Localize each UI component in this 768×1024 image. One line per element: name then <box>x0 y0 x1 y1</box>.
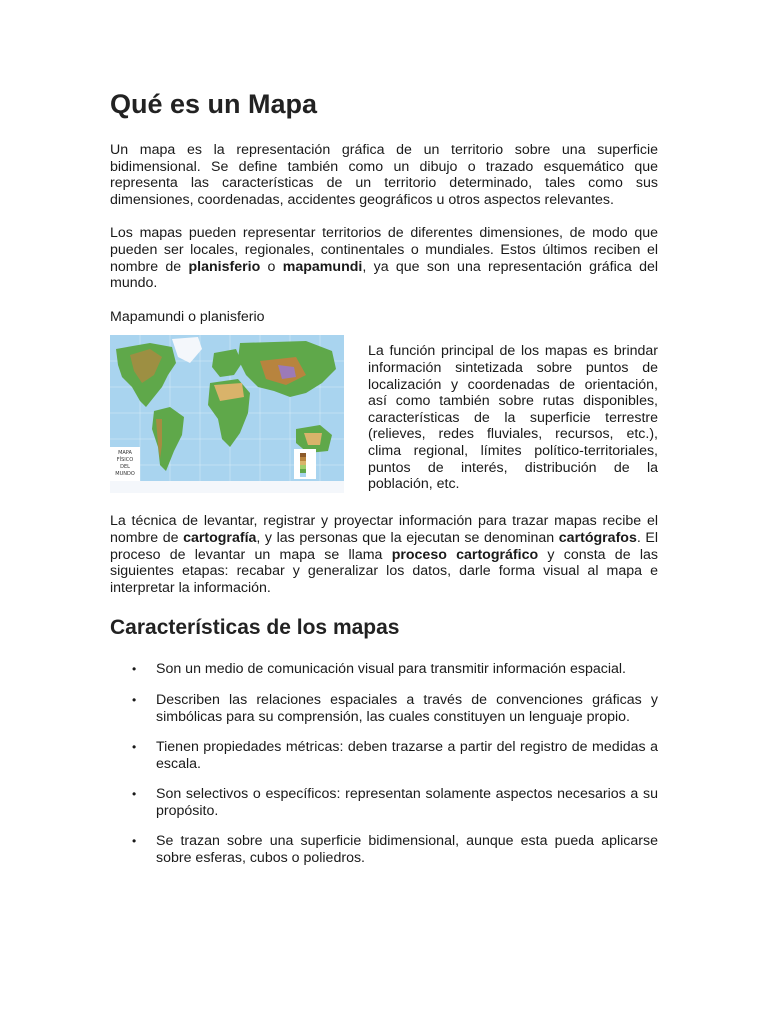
map-label-line-1: MAPA <box>118 450 132 457</box>
bullet-icon: • <box>132 834 137 849</box>
bullet-icon: • <box>132 662 137 677</box>
elevation-legend <box>294 449 316 479</box>
page-title: Qué es un Mapa <box>110 89 318 119</box>
map-label-line-3: DEL <box>120 464 130 471</box>
intro-p2-text-mid: o <box>260 258 283 275</box>
intro-p2-text-a: Los mapas pueden representar territorios de diferentes dimensiones, de modo que pueden ser locales, regionales, continentales o mundiales. Estos últimos reciben el nombre de <box>110 225 658 275</box>
term-planisferio: planisferio <box>188 258 261 275</box>
list-item <box>110 833 658 866</box>
cartography-text-e: y consta de las siguientes etapas: recabar y generalizar los datos, darle forma visual al mapa e interpretar la información. <box>110 546 658 596</box>
list-item-text: Son selectivos o específicos: representan solamente aspectos necesarios a su propósito. <box>156 786 658 819</box>
figure-row <box>110 335 658 493</box>
cartography-text-c: , y las personas que la ejecutan se denominan <box>256 529 559 546</box>
intro-paragraph-2 <box>110 225 658 291</box>
intro-paragraph-1: Un mapa es la representación gráfica de un territorio sobre una superficie bidimensional. Se define también como un dibujo o trazado esquemático que representa las características de un territorio determinado, tales como sus dimensiones, coordenadas, accidentes geográficos u otros aspectos relevantes. <box>110 142 658 208</box>
term-proceso-cartografico: proceso cartográfico <box>391 546 539 563</box>
world-map-image <box>110 335 344 493</box>
term-mapamundi: mapamundi <box>282 258 363 275</box>
list-item <box>110 739 658 772</box>
map-function-paragraph: La función principal de los mapas es brindar información sintetizada sobre puntos de localización y coordenadas de orientación, así como también sobre rutas disponibles, características de la superficie terrestre (relieves, redes fluviales, recursos, etc.), clima regional, límites político-territoriales, puntos de interés, distribución de la población, etc. <box>368 343 658 493</box>
term-cartografos: cartógrafos <box>558 529 637 546</box>
map-label-line-2: FÍSICO <box>116 457 134 464</box>
bullet-icon: • <box>132 787 137 802</box>
list-item-text: Describen las relaciones espaciales a través de convenciones gráficas y simbólicas para su comprensión, las cuales constituyen un lenguaje propio. <box>156 691 658 725</box>
list-item-text: Tienen propiedades métricas: deben trazarse a partir del registro de medidas a escala. <box>156 739 658 772</box>
cartography-text-a: La técnica de levantar, registrar y proyectar información para trazar mapas recibe el nombre de <box>110 513 658 546</box>
figure-caption: Mapamundi o planisferio <box>110 308 265 325</box>
bullet-icon: • <box>132 740 137 755</box>
term-cartografia: cartografía <box>183 529 257 546</box>
list-item <box>110 692 658 725</box>
characteristics-list <box>110 661 658 866</box>
map-label-line-4: MUNDO <box>115 471 135 478</box>
list-item-text: Se trazan sobre una superficie bidimensional, aunque esta pueda aplicarse sobre esferas, cubos o poliedros. <box>156 833 658 867</box>
document-page <box>110 86 658 881</box>
bullet-icon: • <box>132 692 137 707</box>
list-item-text: Son un medio de comunicación visual para transmitir información espacial. <box>156 661 626 678</box>
cartography-paragraph <box>110 513 658 596</box>
cartography-text-d: . El proceso de levantar un mapa se llama <box>110 529 659 563</box>
list-item <box>110 661 658 678</box>
list-item <box>110 786 658 819</box>
characteristics-heading: Características de los mapas <box>110 616 400 640</box>
antarctica-shape <box>110 481 344 493</box>
intro-p2-text-c: , ya que son una representación gráfica del mundo. <box>110 258 658 292</box>
